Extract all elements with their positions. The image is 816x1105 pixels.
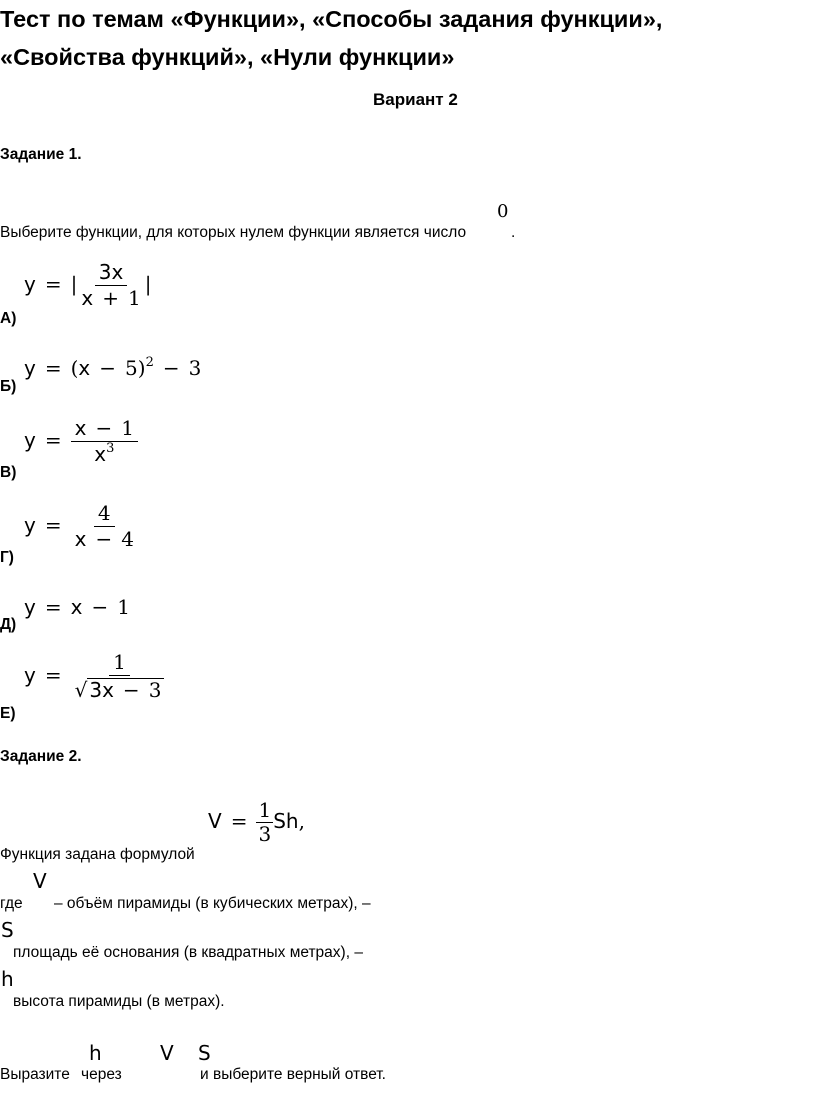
task2-heading: Задание 2. [0,748,82,765]
numerator: 3x [95,262,128,286]
denominator: x − 4 [74,527,134,551]
equals-sign: = [44,272,62,296]
denominator: x + 1 [81,286,141,310]
zero-number: 0 [497,201,509,222]
express-word: Выразите [0,1066,70,1083]
var-s: S [1,918,14,942]
option-g-label: Г) [0,549,14,566]
var-s-express: S [198,1041,211,1065]
option-a-formula [24,262,151,309]
task1-question-period: . [511,224,516,241]
volume-description: – объём пирамиды (в кубических метрах), – [54,895,371,912]
abs-bar-right: | [144,272,152,296]
square-root [75,678,165,701]
fraction [71,503,138,550]
radicand: 3x − 3 [87,678,164,701]
height-description: высота пирамиды (в метрах). [13,993,225,1010]
option-d-formula: y = x − 1 [24,595,130,619]
task1-heading: Задание 1. [0,146,82,163]
variant-label: Вариант 2 [373,90,458,109]
var-h: h [1,967,14,991]
fraction [77,262,144,309]
formula-intro: Функция задана формулой [0,846,195,863]
title-line-2: «Свойства функций», «Нули функции» [0,44,455,70]
var-v-express: V [160,1041,174,1065]
option-e-label: Е) [0,705,16,722]
option-d-label: Д) [0,616,17,633]
var-v: V [33,869,47,893]
option-b-label: Б) [0,378,17,395]
where-word: где [0,895,23,912]
denominator: 3 [258,822,272,846]
fraction [71,652,169,701]
numerator: 1 [109,652,130,676]
fraction [71,418,138,465]
title-line-1: Тест по темам «Функции», «Способы задания функции», [0,6,663,32]
sqrt-sign: √ [74,678,88,702]
option-b-formula: $y = (x - 5)^2 - 3$ [24,355,202,380]
option-g-formula: y = $\frac{4}{x - 4}$ [24,503,138,550]
volume-formula: V = $\frac{1}{3}$ Sh, [208,798,305,846]
option-v-formula: y = $\frac{x - 1}{x^3}$ [24,418,138,465]
exponent: 2 [145,355,154,370]
option-a-label: А) [0,310,17,327]
numerator: 4 [94,503,115,527]
area-description: площадь её основания (в квадратных метрах), – [13,944,363,961]
task1-question: Выберите функции, для которых нулем функции является число [0,224,467,241]
var-y: y [24,272,36,296]
numerator: 1 [258,798,272,822]
final-instruction: и выберите верный ответ. [200,1066,386,1083]
through-word: через [81,1066,122,1083]
option-e-formula: y = 1 √ 3x − 3 [24,652,168,701]
numerator: x − 1 [71,418,138,442]
var-h-express: h [89,1041,102,1065]
option-v-label: В) [0,464,17,481]
denominator [71,676,169,701]
denominator: $x^3$ [94,441,115,466]
abs-bar-left: | [70,272,78,296]
fraction [256,800,273,845]
